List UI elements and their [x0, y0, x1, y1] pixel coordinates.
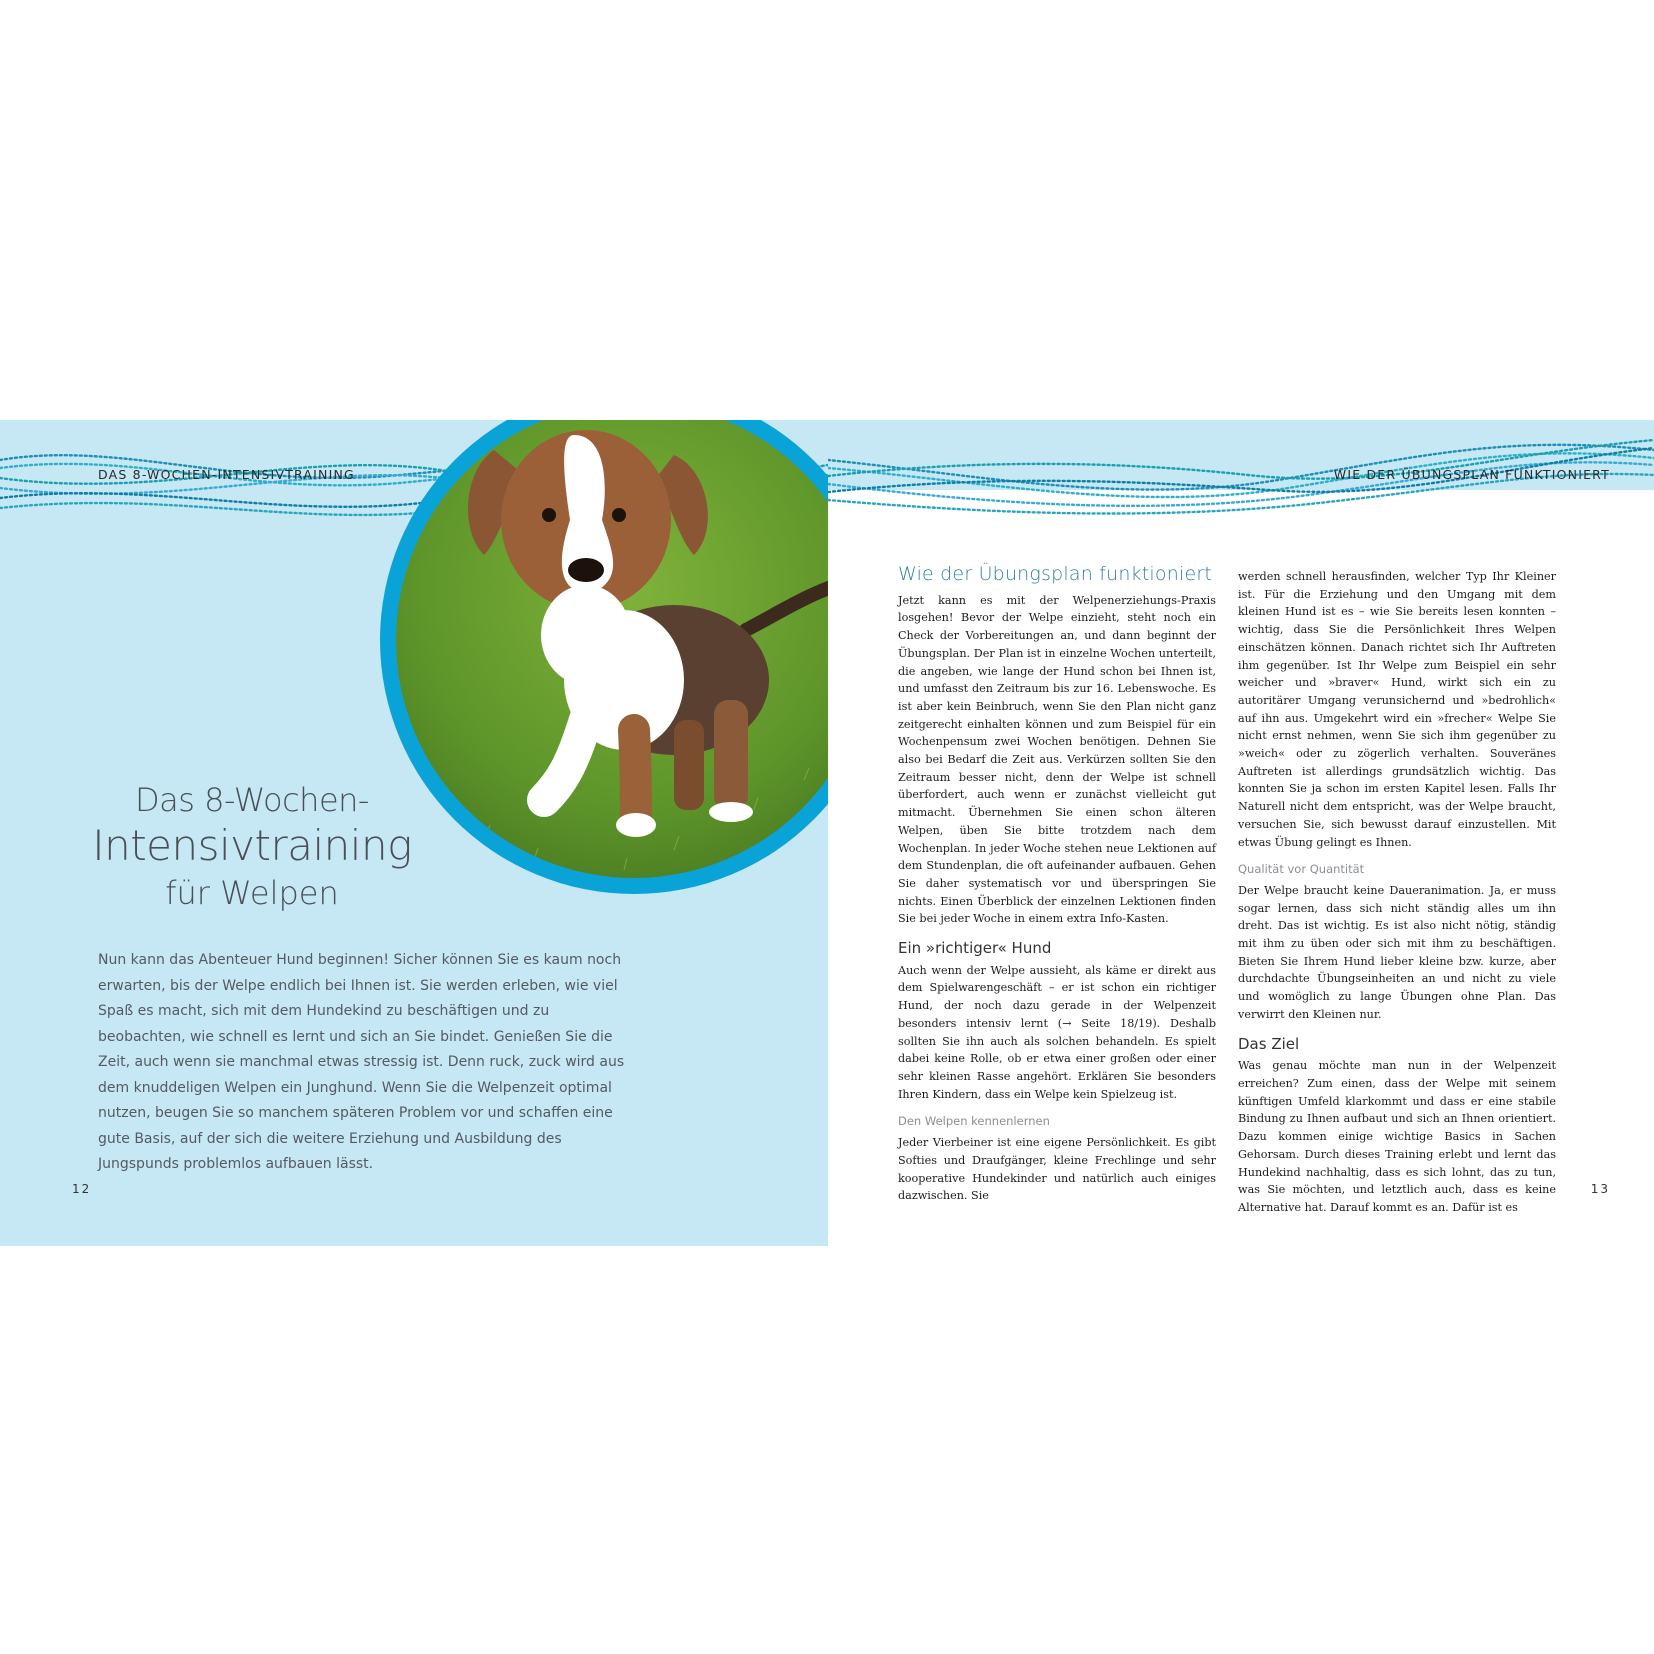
paragraph: Auch wenn der Welpe aussieht, als käme er direkt aus dem Spielwarengeschäft – er ist schon ein richtiger Hund, der noch dazu gerade in der Welpenzeit besonders intensiv lernt (→ Seite 18/19). Deshalb sollten Sie ihn auch als solchen behandeln. Es spielt dabei keine Rolle, ob er etwa einer großen oder einer sehr kleinen Rasse angehört. Erklären Sie besonders Ihren Kindern, dass ein Welpe kein Spielzeug ist. [898, 963, 1216, 1101]
puppy-photo [374, 420, 828, 900]
right-page [828, 420, 1654, 1246]
minor-heading-welpen-kennenlernen: Den Welpen kennenlernen [898, 1114, 1050, 1129]
subheading-das-ziel: Das Ziel [1238, 1034, 1300, 1053]
text-column-2 [1238, 568, 1556, 1217]
section-title: Wie der Übungsplan funktioniert [898, 563, 1212, 585]
running-head-left: DAS 8-WOCHEN-INTENSIVTRAINING [98, 467, 355, 482]
chapter-intro [98, 948, 638, 1178]
chapter-title [72, 780, 432, 914]
book-spread [0, 420, 1654, 1246]
chapter-title-line-1: Das 8-Wochen- [135, 781, 369, 819]
paragraph: werden schnell herausfinden, welcher Typ Ihr Kleiner ist. Für die Erziehung und den Umgang mit dem kleinen Hund ist es – wie Sie bereits lesen konnten – wichtig, dass Sie die Persönlichkeit Ihres Welpen einschätzen können. Danach richtet sich Ihr Auftreten ihm gegenüber. Ist Ihr Welpe zum Beispiel ein sehr weicher und »braver« Hund, wirkt sich ein zu autoritärer Umgang verunsichernd und »bedrohlich« auf ihn aus. Umgekehrt wird ein »frecher« Welpe Sie nicht ernst nehmen, wenn Sie sich ihm gegenüber zu »weich« oder zu zögerlich verhalten. Souveränes Auftreten ist allerdings grundsätzlich wichtig. Das konnten Sie ja schon im ersten Kapitel lesen. Falls Ihr Naturell nicht dem entspricht, was der Welpe braucht, versuchen Sie, sich bewusst darauf einzustellen. Mit etwas Übung gelingt es Ihnen. [1238, 570, 1556, 849]
left-page [0, 420, 828, 1246]
paragraph: Der Welpe braucht keine Daueranimation. Ja, er muss sogar lernen, dass sich nicht ständig alles um ihn dreht. Das ist wichtig. Es ist also nicht nötig, ständig mit ihm zu üben oder sich mit ihm zu beschäftigen. Bieten Sie Ihrem Hund lieber kleine bzw. kurze, aber durchdachte Übungseinheiten an und nicht zu viele und womöglich zu lange Übungen ohne Plan. Das verwirrt den Kleinen nur. [1238, 883, 1556, 1021]
minor-heading-qualitaet: Qualität vor Quantität [1238, 862, 1365, 877]
paragraph: Was genau möchte man nun in der Welpenzeit erreichen? Zum einen, dass der Welpe mit seinem künftigen Umfeld klarkommt und dass er eine stabile Bindung zu Ihnen aufbaut und sich an Ihnen orientiert. Dazu kommen einige wichtige Basics in Sachen Gehorsam. Durch dieses Training erlebt und lernt das Hundekind nachhaltig, dass es sich lohnt, das zu tun, was Sie möchten, und letztlich auch, dass es keine Alternative hat. Darauf kommt es an. Dafür ist es [1238, 1059, 1556, 1214]
page-number-right: 13 [1590, 1182, 1610, 1196]
chapter-title-line-2: Intensivtraining [92, 821, 412, 870]
text-column-1 [898, 563, 1216, 1205]
subheading-richtiger-hund: Ein »richtiger« Hund [898, 939, 1052, 958]
chapter-title-line-3: für Welpen [165, 874, 339, 912]
paragraph: Jetzt kann es mit der Welpenerziehungs-Praxis losgehen! Bevor der Welpe einzieht, steht noch ein Check der Vorbereitungen an, und dann beginnt der Übungsplan. Der Plan ist in einzelne Wochen unterteilt, die angeben, wie lange der Hund schon bei Ihnen ist, und umfasst den Zeitraum bis zur 16. Lebenswoche. Es ist aber kein Beinbruch, wenn Sie den Plan nicht ganz zeitgerecht einhalten können und zum Beispiel für ein Wochenpensum zwei Wochen benötigen. Dehnen Sie also bei Bedarf die Zeit aus. Verkürzen sollten Sie den Zeitraum besser nicht, denn der Welpe ist schnell überfordert, auch wenn er zunächst vielleicht gut mitmacht. Übernehmen Sie einen schon älteren Welpen, üben Sie bitte trotzdem nach dem Wochenplan. In jeder Woche stehen neue Lektionen auf dem Stundenplan, die oft aufeinander aufbauen. Gehen Sie daher systematisch vor und überspringen Sie nichts. Einen Überblick der einzelnen Lektionen finden Sie bei jeder Woche in einem extra Info-Kasten. [898, 593, 1216, 926]
running-head-right: WIE DER ÜBUNGSPLAN FUNKTIONIERT [1333, 467, 1610, 482]
paragraph: Jeder Vierbeiner ist eine eigene Persönlichkeit. Es gibt Softies und Draufgänger, kleine Frechlinge und sehr kooperative Hundekinder und natürlich auch einiges dazwischen. Sie [898, 1136, 1216, 1203]
page-number-left: 12 [72, 1182, 92, 1196]
intro-paragraph: Nun kann das Abenteuer Hund beginnen! Sicher können Sie es kaum noch erwarten, bis der Welpe endlich bei Ihnen ist. Sie werden erleben, wie viel Spaß es macht, sich mit dem Hundekind zu beschäftigen und zu beobachten, wie schnell es lernt und sich an Sie bindet. Genießen Sie die Zeit, auch wenn sie manchmal etwas stressig ist. Denn ruck, zuck wird aus dem knuddeligen Welpen ein Junghund. Wenn Sie die Welpenzeit optimal nutzen, beugen Sie so manchem späteren Problem vor und schaffen eine gute Basis, auf der sich die weitere Erziehung und Ausbildung des Jungspunds problemlos aufbauen lässt. [98, 952, 625, 1172]
